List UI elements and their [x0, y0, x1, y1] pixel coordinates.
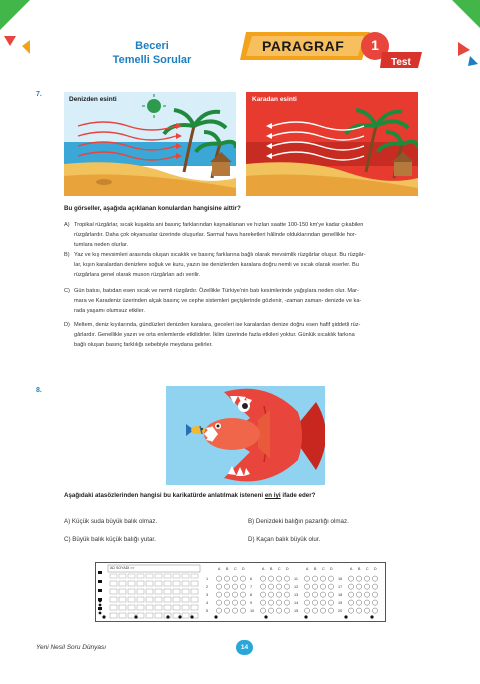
answer-bubble: [348, 600, 353, 605]
timing-mark: [98, 571, 102, 574]
name-bubble: [146, 613, 153, 618]
name-bubble: [137, 613, 144, 618]
answer-row-number: 2: [206, 585, 209, 589]
name-letter-box: [137, 574, 144, 578]
name-bubble: [164, 605, 171, 610]
section-title-line2: Temelli Sorular: [112, 54, 192, 66]
answer-bubble: [328, 576, 333, 581]
name-bubble: [173, 597, 180, 602]
q8-option-c[interactable]: [64, 536, 156, 543]
option-text-line: rada yaşamı olumsuz etkiler.: [74, 308, 145, 314]
name-bubble: [119, 597, 126, 602]
answer-bubble: [216, 592, 221, 597]
option-text: Denizdeki balığın pazarlığı olmaz.: [255, 518, 349, 525]
name-bubble: [110, 597, 117, 602]
answer-bubble: [304, 576, 309, 581]
answer-bubble: [260, 608, 265, 613]
answer-bubble: [364, 584, 369, 589]
test-number: 1: [371, 37, 379, 53]
answer-bubble: [224, 600, 229, 605]
name-bubble: [110, 613, 117, 618]
answer-bubble: [224, 576, 229, 581]
test-label: Test: [391, 57, 411, 68]
answer-bubble: [372, 576, 377, 581]
answer-bubble: [320, 584, 325, 589]
bottom-timing-mark: [134, 615, 137, 618]
option-key: B): [64, 252, 70, 258]
option-key: C): [64, 288, 70, 294]
test-badge: [354, 30, 424, 70]
q7-option-b[interactable]: [64, 250, 412, 280]
answer-bubble: [232, 576, 237, 581]
name-bubble: [155, 581, 162, 586]
answer-bubble: [328, 592, 333, 597]
name-bubble: [146, 605, 153, 610]
name-bubble: [128, 589, 135, 594]
name-bubble: [182, 597, 189, 602]
timing-mark: [98, 580, 102, 583]
answer-row-number: 7: [250, 585, 253, 589]
answer-bubble: [312, 600, 317, 605]
land-breeze-label: Karadan esinti: [252, 96, 297, 103]
answer-row-number: 16: [338, 577, 343, 581]
option-key: C): [64, 536, 71, 543]
name-bubble: [164, 589, 171, 594]
answer-bubble: [232, 592, 237, 597]
answer-bubble: [284, 584, 289, 589]
timing-mark: [98, 589, 102, 592]
answer-column-letter: B: [270, 567, 273, 571]
name-bubble: [137, 597, 144, 602]
option-key: D): [248, 536, 255, 543]
name-bubble: [137, 605, 144, 610]
name-bubble: [137, 589, 144, 594]
name-bubble: [119, 589, 126, 594]
answer-bubble: [356, 600, 361, 605]
option-text-line: Yaz ve kış mevsimleri arasında oluşan sıcaklık ve basınç farklarına bağlı olarak mevsimlik rüzgârlar oluşur. Bu rüzgâr-: [74, 252, 366, 258]
answer-bubble: [268, 600, 273, 605]
answer-bubble: [260, 584, 265, 589]
answer-bubble: [348, 608, 353, 613]
section-title-line1: Beceri: [135, 40, 169, 52]
name-bubble: [119, 613, 126, 618]
name-letter-box: [110, 574, 117, 578]
answer-bubble: [312, 584, 317, 589]
sea-breeze-label: Denizden esinti: [69, 96, 117, 103]
corner-decoration-left: [0, 0, 40, 60]
answer-row-number: 14: [294, 601, 299, 605]
bottom-timing-mark: [214, 615, 217, 618]
answer-row-number: 15: [294, 609, 299, 613]
bottom-timing-mark: [264, 615, 267, 618]
option-key: D): [64, 322, 70, 328]
land-breeze-image: [246, 92, 418, 196]
name-bubble: [155, 589, 162, 594]
sea-breeze-image: [64, 92, 236, 196]
name-bubble: [128, 605, 135, 610]
name-bubble: [191, 589, 198, 594]
name-bubble: [182, 581, 189, 586]
answer-bubble: [364, 600, 369, 605]
answer-bubble: [328, 584, 333, 589]
answer-bubble: [356, 584, 361, 589]
name-bubble: [164, 581, 171, 586]
name-bubble: [173, 589, 180, 594]
answer-bubble: [268, 576, 273, 581]
option-text-line: Meltem, deniz kıyılarında, gündüzleri denizden karalara, geceleri ise karalardan denize doğru esen hafif şiddetli rüz-: [74, 322, 361, 328]
name-letter-box: [164, 574, 171, 578]
answer-row-number: 18: [338, 593, 343, 597]
name-bubble: [146, 581, 153, 586]
answer-bubble: [216, 576, 221, 581]
answer-bubble: [312, 592, 317, 597]
answer-column-letter: C: [234, 567, 237, 571]
q8-option-d[interactable]: [248, 536, 320, 543]
answer-bubble: [268, 584, 273, 589]
answer-row-number: 12: [294, 585, 299, 589]
answer-column-letter: B: [314, 567, 317, 571]
option-key: A): [64, 518, 71, 525]
answer-column-letter: A: [218, 567, 221, 571]
question-7-stem: Bu görseller, aşağıda açıklanan konulardan hangisine aittir?: [64, 205, 241, 212]
name-bubble: [173, 581, 180, 586]
q7-option-c[interactable]: [64, 286, 412, 316]
answer-bubble: [232, 584, 237, 589]
answer-bubble: [304, 608, 309, 613]
answer-bubble: [268, 592, 273, 597]
answer-bubble: [328, 608, 333, 613]
bottom-timing-mark: [166, 615, 169, 618]
name-bubble: [146, 597, 153, 602]
name-bubble: [191, 605, 198, 610]
answer-column-letter: A: [262, 567, 265, 571]
answer-bubble: [260, 592, 265, 597]
answer-bubble: [216, 600, 221, 605]
bottom-timing-mark: [370, 615, 373, 618]
answer-column-letter: D: [286, 567, 289, 571]
answer-bubble: [356, 576, 361, 581]
answer-bubble: [372, 584, 377, 589]
option-text-line: Tropikal rüzgârlar, sıcak kuşakta ani basınç farklarından kaynaklanan ve hızları saatte 100-150 km'ye kadar çıkabilen: [74, 222, 364, 228]
option-text-line: mara ve Karadeniz üzerinden alçak basınç ve cephe sistemleri geçişlerinde gözlenir, -zaman zaman- denizde ve ka-: [74, 298, 362, 304]
name-bubble: [128, 613, 135, 618]
question-8-stem-start: Aşağıdaki atasözlerinden hangisi bu karikatürde anlatılmak isteneni: [64, 492, 265, 499]
question-number-7: 7.: [36, 91, 42, 98]
name-bubble: [191, 597, 198, 602]
bottom-timing-mark: [190, 615, 193, 618]
answer-bubble: [320, 576, 325, 581]
option-text-line: tumlara neden olurlar.: [74, 242, 129, 248]
option-key: B): [248, 518, 255, 525]
answer-bubble: [328, 600, 333, 605]
answer-bubble: [364, 592, 369, 597]
answer-grid: [96, 563, 385, 621]
name-bubble: [182, 589, 189, 594]
name-bubble: [128, 597, 135, 602]
answer-bubble: [276, 584, 281, 589]
answer-bubble: [320, 592, 325, 597]
answer-row-number: 11: [294, 577, 298, 581]
name-letter-box: [182, 574, 189, 578]
name-bubble: [182, 605, 189, 610]
name-bubble: [137, 581, 144, 586]
bottom-timing-mark: [304, 615, 307, 618]
answer-row-number: 10: [250, 609, 255, 613]
answer-row-number: 5: [206, 609, 209, 613]
timing-dot: [99, 608, 102, 611]
book-title: Yeni Nesil Soru Dünyası: [36, 644, 107, 651]
name-bubble: [155, 605, 162, 610]
answer-bubble: [224, 584, 229, 589]
name-bubble: [155, 597, 162, 602]
answer-bubble: [356, 608, 361, 613]
answer-bubble: [284, 600, 289, 605]
section-title: [112, 39, 192, 67]
answer-bubble: [304, 600, 309, 605]
banner-label: PARAGRAF: [262, 38, 345, 54]
answer-row-number: 17: [338, 585, 343, 589]
name-letter-box: [146, 574, 153, 578]
answer-bubble: [320, 608, 325, 613]
timing-dot: [99, 600, 102, 603]
name-bubble: [110, 605, 117, 610]
option-text-line: gârlardır. Genellikle yazın ve orta enlemlerde etkilidirler. İklim üzerinde fazla etkileri yoktur. Günlük sıcaklık farkına: [74, 332, 355, 338]
answer-bubble: [240, 600, 245, 605]
name-bubble: [110, 581, 117, 586]
answer-row-number: 8: [250, 593, 253, 597]
answer-row-number: 13: [294, 593, 299, 597]
q7-option-a[interactable]: [64, 220, 412, 250]
optical-answer-form: [95, 562, 386, 622]
name-letter-box: [119, 574, 126, 578]
answer-bubble: [232, 600, 237, 605]
option-text: Küçük suda büyük balık olmaz.: [71, 518, 158, 525]
answer-bubble: [224, 608, 229, 613]
name-bubble: [182, 613, 189, 618]
answer-row-number: 3: [206, 593, 209, 597]
bottom-timing-mark: [102, 615, 105, 618]
name-bubble: [119, 605, 126, 610]
answer-bubble: [216, 584, 221, 589]
answer-column-letter: D: [242, 567, 245, 571]
answer-bubble: [276, 600, 281, 605]
option-text-line: rüzgârlara genel olarak muson rüzgârları adı verilir.: [74, 272, 201, 278]
name-letter-box: [155, 574, 162, 578]
name-bubble: [191, 581, 198, 586]
answer-column-letter: D: [374, 567, 377, 571]
answer-bubble: [268, 608, 273, 613]
answer-bubble: [364, 576, 369, 581]
answer-bubble: [356, 592, 361, 597]
option-text: Büyük balık küçük balığı yutar.: [72, 536, 156, 543]
option-key: A): [64, 222, 70, 228]
answer-bubble: [216, 608, 221, 613]
answer-bubble: [240, 584, 245, 589]
q8-option-a[interactable]: [64, 518, 157, 525]
bottom-timing-mark: [344, 615, 347, 618]
page-number: 14: [236, 640, 253, 655]
answer-bubble: [304, 584, 309, 589]
option-text-line: lar, kışın karalardan denizlere soğuk ve kuru, yazın ise denizlerden karalara doğru nemli ve sıcak olarak eserler. Bu: [74, 262, 359, 268]
answer-bubble: [232, 608, 237, 613]
answer-column-letter: A: [350, 567, 353, 571]
name-bubble: [110, 589, 117, 594]
question-number-8: 8.: [36, 387, 42, 394]
answer-row-number: 20: [338, 609, 343, 613]
answer-row-number: 4: [206, 601, 209, 605]
name-bubble: [164, 597, 171, 602]
name-bubble: [173, 605, 180, 610]
question-8-stem-emphasis: en iyi: [264, 492, 281, 499]
answer-bubble: [276, 608, 281, 613]
answer-bubble: [224, 592, 229, 597]
answer-bubble: [284, 592, 289, 597]
answer-bubble: [348, 584, 353, 589]
answer-bubble: [364, 608, 369, 613]
answer-bubble: [276, 592, 281, 597]
answer-column-letter: B: [358, 567, 361, 571]
answer-row-number: 6: [250, 577, 253, 581]
timing-dot: [99, 612, 102, 615]
answer-bubble: [260, 576, 265, 581]
answer-bubble: [284, 608, 289, 613]
answer-row-number: 19: [338, 601, 343, 605]
answer-bubble: [260, 600, 265, 605]
fish-cartoon-image: [166, 386, 325, 485]
answer-bubble: [284, 576, 289, 581]
bottom-timing-mark: [178, 615, 181, 618]
answer-bubble: [276, 576, 281, 581]
question-8-stem-end: ifade eder?: [280, 492, 316, 499]
option-text-line: rüzgârlardır. Daha çok okyanuslar üzerinde oluşurlar. Sarmal hava hareketleri hâlinde olduklarından genellikle hor-: [74, 232, 357, 238]
answer-bubble: [372, 608, 377, 613]
name-bubble: [146, 589, 153, 594]
name-letter-box: [173, 574, 180, 578]
answer-bubble: [312, 608, 317, 613]
q8-option-b[interactable]: [248, 518, 349, 525]
answer-column-letter: B: [226, 567, 229, 571]
q7-option-d[interactable]: [64, 320, 412, 350]
answer-column-letter: C: [322, 567, 325, 571]
answer-bubble: [240, 608, 245, 613]
answer-bubble: [240, 592, 245, 597]
answer-column-letter: A: [306, 567, 309, 571]
name-letter-box: [191, 574, 198, 578]
option-text: Kaçan balık büyük olur.: [256, 536, 321, 543]
answer-row-number: 1: [206, 577, 209, 581]
answer-bubble: [372, 592, 377, 597]
answer-column-letter: C: [366, 567, 369, 571]
name-field-label: AD SOYADI >>: [110, 566, 135, 570]
answer-column-letter: D: [330, 567, 333, 571]
answer-bubble: [348, 576, 353, 581]
option-text-line: Gün batısı, batıdan esen sıcak ve nemli rüzgârdır. Özellikle Türkiye'nin batı kesimlerinde yağışlara neden olur. Mar-: [74, 288, 359, 294]
option-text-line: bağlı oluşan basınç farklılığı sebebiyle meydana gelirler.: [74, 342, 213, 348]
answer-bubble: [312, 576, 317, 581]
answer-bubble: [348, 592, 353, 597]
answer-bubble: [304, 592, 309, 597]
name-letter-box: [128, 574, 135, 578]
name-bubble: [155, 613, 162, 618]
timing-dot: [99, 604, 102, 607]
answer-column-letter: C: [278, 567, 281, 571]
name-bubble: [128, 581, 135, 586]
answer-row-number: 9: [250, 601, 253, 605]
answer-bubble: [240, 576, 245, 581]
corner-decoration-right: [440, 0, 480, 70]
answer-bubble: [320, 600, 325, 605]
question-8-stem: [64, 492, 315, 499]
answer-bubble: [372, 600, 377, 605]
name-bubble: [119, 581, 126, 586]
